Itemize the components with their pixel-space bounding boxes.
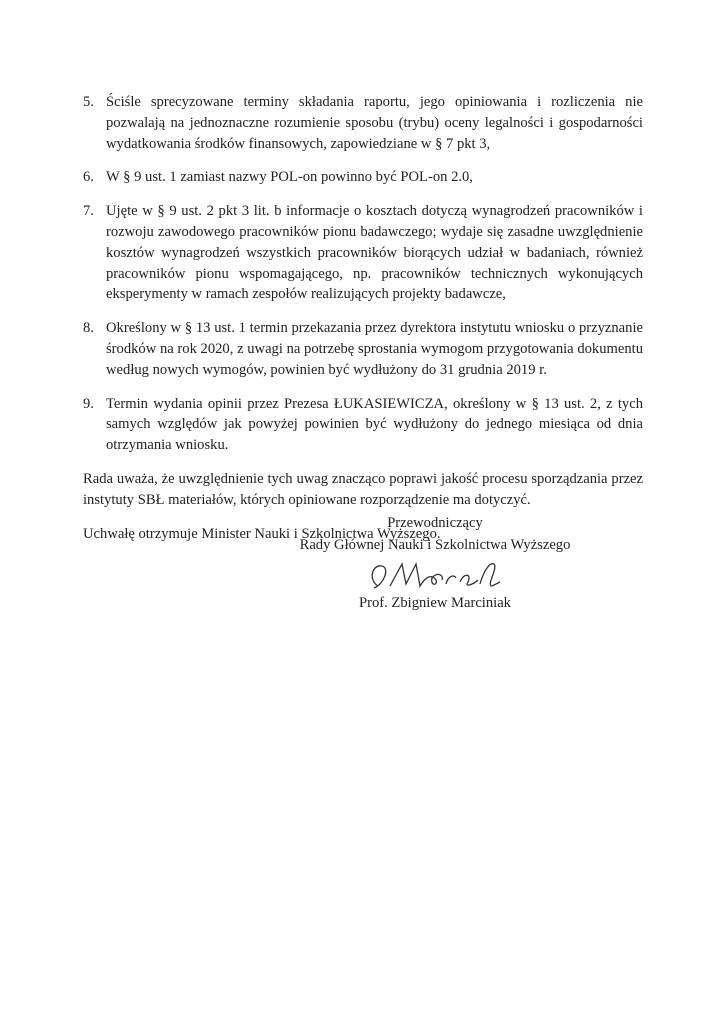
item-text: Określony w § 13 ust. 1 termin przekazania przez dyrektora instytutu wniosku o przyznanie środków na rok 2020, z uwagi na potrzebę sprostania wymogom przygotowania dokumentu według nowych wymogów, powinien być wydłużony do 31 grudnia 2019 r. [106,320,643,378]
handwritten-signature [360,558,510,592]
item-number: 9. [83,395,94,412]
list-item [83,318,643,380]
signature-block [290,512,580,614]
list-item [83,167,643,188]
item-number: 6. [83,169,94,186]
list-item [83,394,643,456]
signatory-title-line2: Rady Głównej Nauki i Szkolnictwa Wyższego [299,537,571,553]
item-text: Ujęte w § 9 ust. 2 pkt 3 lit. b informacje o kosztach dotyczą wynagrodzeń pracowników i rozwoju zawodowego pracowników pionu badawczego; wydaje się zasadne uwzględnienie kosztów wynagrodzeń wszystkich pracowników biorących udział w badaniach, również pracowników pionu wspomagającego, np. pracowników technicznych wykonujących eksperymenty w ramach zespołów realizujących projekty badawcze, [106,203,643,303]
signatory-title-line1: Przewodniczący [387,515,483,531]
list-item [83,201,643,305]
item-number: 7. [83,203,94,220]
item-number: 5. [83,94,94,110]
document-body [83,92,643,557]
signatory-name: Prof. Zbigniew Marciniak [359,595,511,611]
numbered-list [83,92,643,456]
item-text: W § 9 ust. 1 zamiast nazwy POL-on powinno być POL-on 2.0, [106,169,473,186]
item-text: Termin wydania opinii przez Prezesa ŁUKASIEWICZA, określony w § 13 ust. 2, z tych samych względów jak powyżej powinien być wydłużony do jednego miesiąca od dnia otrzymania wniosku. [106,395,643,454]
list-item [83,92,643,154]
conclusion-paragraph: Rada uważa, że uwzględnienie tych uwag znacząco poprawi jakość procesu sporządzania przez instytuty SBŁ materiałów, których opiniowane rozporządzenie ma dotyczyć. [83,470,643,508]
item-text: Ściśle sprecyzowane terminy składania raportu, jego opiniowania i rozliczenia nie pozwalają na jednoznaczne rozumienie sposobu (trybu) oceny legalności i gospodarności wydatkowania środków finansowych, zapowiedziane w § 7 pkt 3, [106,94,643,152]
recipient-paragraph: Uchwałę otrzymuje Minister Nauki i Szkolnictwa Wyższego. [83,525,441,542]
item-number: 8. [83,320,94,337]
